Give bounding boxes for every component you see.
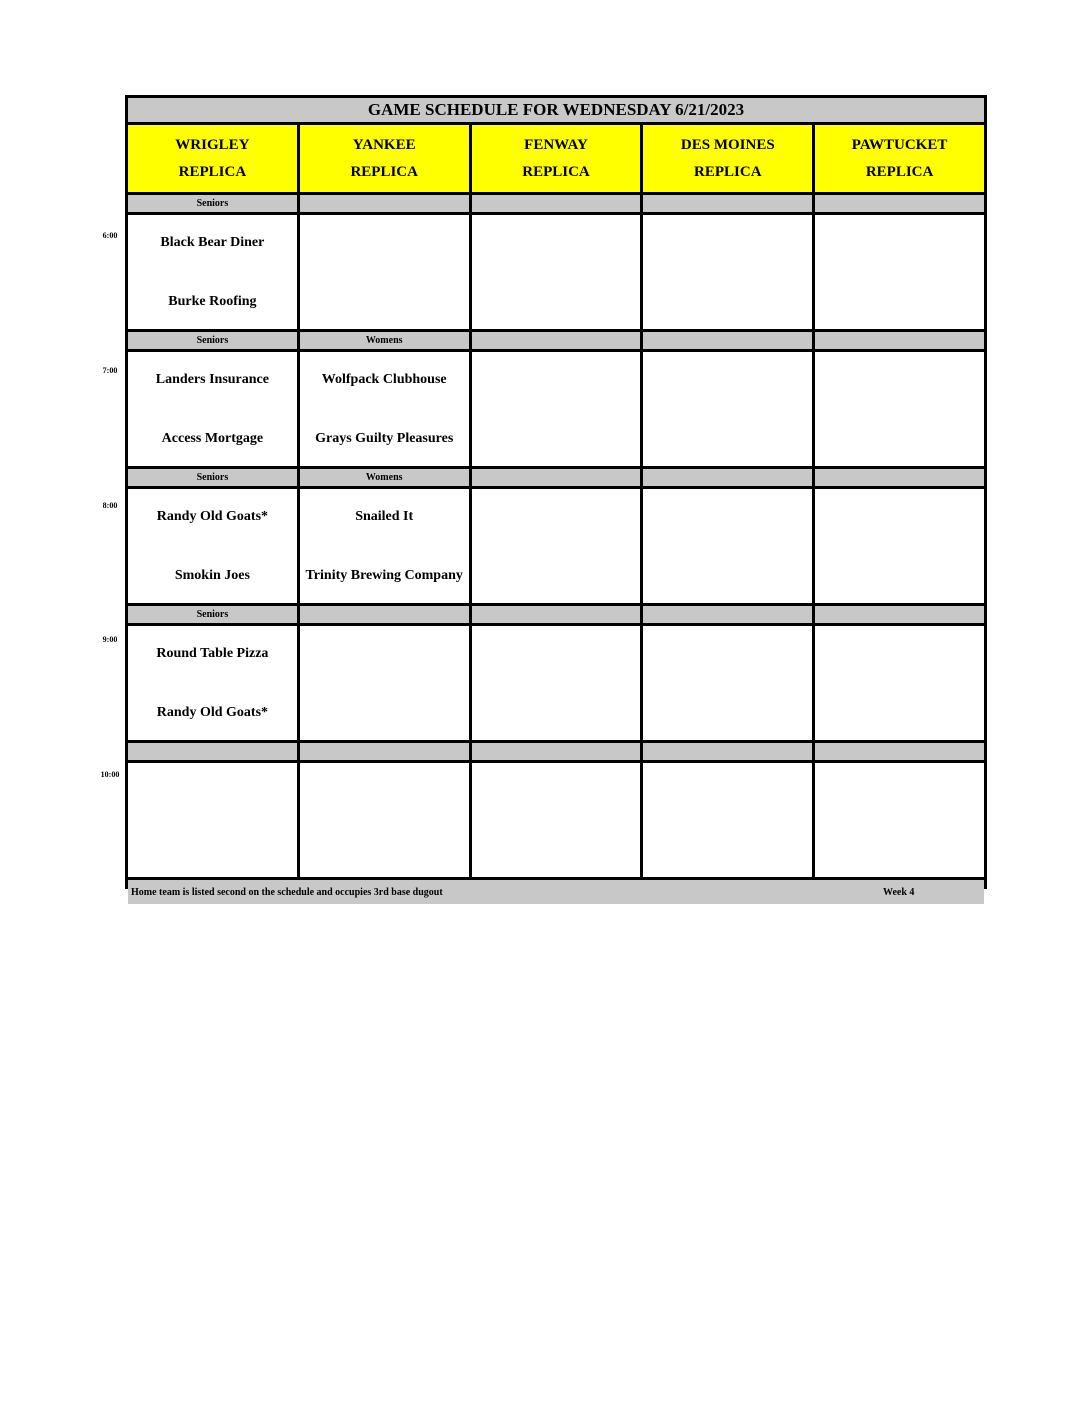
league-label [815, 195, 984, 212]
league-label: Seniors [128, 606, 297, 623]
field-name: FENWAY [524, 136, 588, 153]
time-label: 9:00 [102, 635, 118, 644]
game-cell [472, 489, 641, 603]
game-cell [128, 763, 297, 877]
home-team: Randy Old Goats* [156, 705, 269, 720]
game-cell [643, 352, 812, 466]
field-name: PAWTUCKET [851, 136, 948, 153]
league-label [472, 743, 641, 760]
game-cell [300, 215, 469, 329]
game-cell [643, 489, 812, 603]
league-label [643, 332, 812, 349]
game-cell [300, 626, 469, 740]
field-name: YANKEE [352, 136, 416, 153]
schedule-footer [128, 880, 984, 904]
game-cell [643, 626, 812, 740]
time-label: 6:00 [102, 231, 118, 240]
home-team: Trinity Brewing Company [305, 568, 463, 583]
field-header [128, 125, 297, 192]
field-type: REPLICA [178, 163, 247, 180]
field-type: REPLICA [865, 163, 934, 180]
league-label [643, 606, 812, 623]
home-team: Burke Roofing [168, 294, 257, 309]
away-team: Randy Old Goats* [156, 509, 269, 524]
league-label [128, 743, 297, 760]
game-cell [815, 489, 984, 603]
league-label [472, 332, 641, 349]
league-label: Womens [300, 332, 469, 349]
game-cell [300, 489, 469, 603]
league-label [815, 743, 984, 760]
league-label: Seniors [128, 195, 297, 212]
away-team: Round Table Pizza [156, 646, 269, 661]
home-team: Access Mortgage [161, 431, 264, 446]
schedule-table [125, 95, 987, 898]
league-label: Seniors [128, 332, 297, 349]
field-type: REPLICA [350, 163, 418, 180]
league-label [472, 469, 641, 486]
game-cell [815, 352, 984, 466]
field-header [300, 125, 469, 192]
away-team: Landers Insurance [155, 372, 269, 387]
away-team: Wolfpack Clubhouse [321, 372, 447, 387]
time-label: 8:00 [102, 501, 118, 510]
game-cell [300, 763, 469, 877]
game-cell [300, 352, 469, 466]
league-label: Seniors [128, 469, 297, 486]
league-label [300, 606, 469, 623]
league-label [643, 469, 812, 486]
game-cell [128, 215, 297, 329]
time-label: 7:00 [102, 366, 118, 375]
game-cell [643, 215, 812, 329]
league-label [815, 606, 984, 623]
home-team: Grays Guilty Pleasures [315, 431, 454, 446]
league-label [300, 743, 469, 760]
field-name: DES MOINES [680, 136, 775, 153]
game-cell [128, 352, 297, 466]
game-cell [472, 763, 641, 877]
home-team: Smokin Joes [174, 568, 250, 583]
league-label [300, 195, 469, 212]
week-label: Week 4 [883, 886, 915, 898]
footer-note: Home team is listed second on the schedule and occupies 3rd base dugout [131, 886, 443, 898]
away-team: Snailed It [355, 509, 414, 524]
game-cell [472, 215, 641, 329]
game-cell [815, 215, 984, 329]
schedule-title: GAME SCHEDULE FOR WEDNESDAY 6/21/2023 [128, 98, 984, 122]
field-type: REPLICA [522, 163, 590, 180]
field-header [643, 125, 812, 192]
league-label [643, 743, 812, 760]
field-header [472, 125, 641, 192]
game-cell [815, 763, 984, 877]
league-label [472, 195, 641, 212]
league-label [643, 195, 812, 212]
league-label [815, 332, 984, 349]
field-name: WRIGLEY [175, 136, 250, 153]
game-cell [815, 626, 984, 740]
time-label: 10:00 [100, 770, 120, 779]
game-cell [128, 626, 297, 740]
game-cell [643, 763, 812, 877]
game-cell [472, 352, 641, 466]
league-label [472, 606, 641, 623]
game-cell [472, 626, 641, 740]
field-header [815, 125, 984, 192]
game-cell [128, 489, 297, 603]
league-label [815, 469, 984, 486]
away-team: Black Bear Diner [160, 235, 265, 250]
field-type: REPLICA [694, 163, 762, 180]
league-label: Womens [300, 469, 469, 486]
